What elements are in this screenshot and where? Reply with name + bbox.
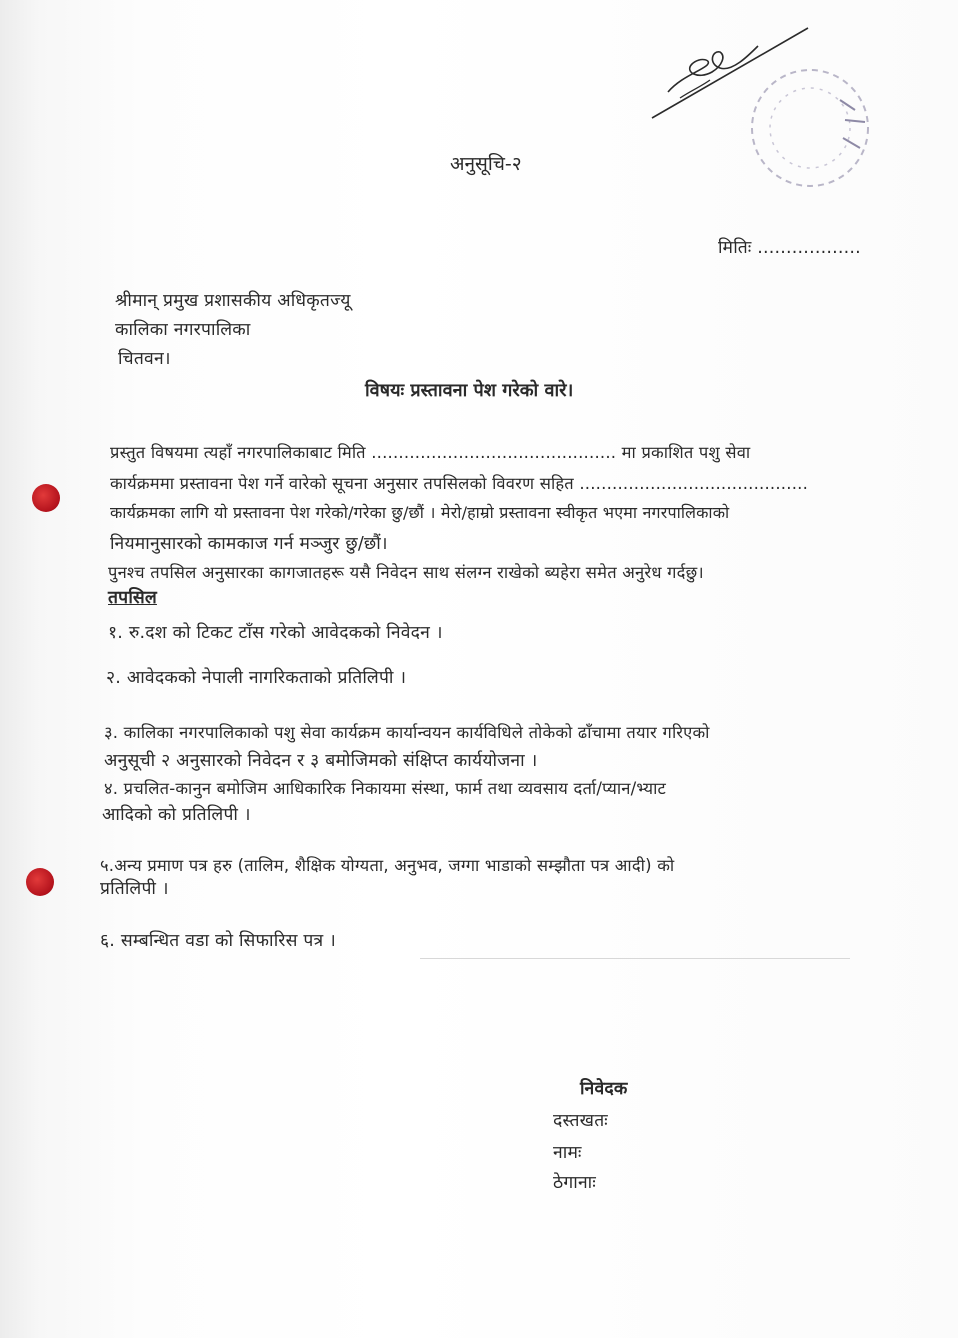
punch-hole-top	[32, 484, 60, 512]
addressee-line1: श्रीमान् प्रमुख प्रशासकीय अधिकृतज्यू	[115, 291, 351, 311]
tapasil-item-3-line1: ३. कालिका नगरपालिकाको पशु सेवा कार्यक्रम कार्यान्वयन कार्यविधिले तोकेको ढाँचामा तयार गरिएको	[104, 723, 710, 742]
tapasil-item-3-line2: अनुसूची २ अनुसारको निवेदन र ३ बमोजिमको संक्षिप्त कार्ययोजना ।	[104, 751, 538, 771]
name-label: नामः	[553, 1143, 582, 1163]
tapasil-heading: तपसिल	[108, 588, 157, 608]
tapasil-item-6: ६. सम्बन्धित वडा को सिफारिस पत्र ।	[100, 931, 337, 951]
addressee-line3: चितवन।	[118, 349, 171, 369]
tapasil-item-5-line1: ५.अन्य प्रमाण पत्र हरु (तालिम, शैक्षिक योग्यता, अनुभव, जग्गा भाडाको सम्झौता पत्र आदी) को	[100, 856, 675, 875]
tapasil-item-4-line1: ४. प्रचलित-कानुन बमोजिम आधिकारिक निकायमा संस्था, फार्म तथा व्यवसाय दर्ता/प्यान/भ्याट	[104, 779, 667, 798]
faint-rule	[420, 958, 850, 959]
document-title: अनुसूचि-२	[450, 153, 522, 175]
body-line4: नियमानुसारको कामकाज गर्न मञ्जुर छु/छौं।	[110, 534, 388, 554]
body-line5: पुनश्च तपसिल अनुसारका कागजातहरू यसै निवेदन साथ संलग्न राखेको ब्यहेरा समेत अनुरेध गर्दछु।	[108, 563, 704, 582]
address-label: ठेगानाः	[553, 1173, 596, 1193]
tapasil-item-2: २. आवेदकको नेपाली नागरिकताको प्रतिलिपी ।	[106, 668, 407, 688]
punch-hole-bottom	[26, 868, 54, 896]
tapasil-item-1: १. रु.दश को टिकट टाँस गरेको आवेदकको निवेदन ।	[108, 623, 443, 643]
body-line1: प्रस्तुत विषयमा त्यहाँ नगरपालिकाबाट मिति ............................................. मा प्रकाशित पशु सेवा	[110, 443, 751, 462]
applicant-heading: निवेदक	[580, 1079, 628, 1099]
subject-line: विषयः प्रस्तावना पेश गरेको वारे।	[365, 380, 574, 401]
body-line3: कार्यक्रमका लागि यो प्रस्तावना पेश गरेको/गरेका छु/छौं । मेरो/हाम्रो प्रस्तावना स्वीकृत भएमा नगरपालिकाको	[110, 503, 730, 522]
tapasil-item-5-line2: प्रतिलिपी ।	[100, 879, 169, 899]
body-line2: कार्यक्रममा प्रस्तावना पेश गर्ने वारेको सूचना अनुसार तपसिलको विवरण सहित ..........................................	[110, 474, 809, 493]
signature-label: दस्तखतः	[553, 1111, 608, 1131]
date-field: मितिः ..................	[718, 238, 861, 258]
tapasil-item-4-line2: आदिको को प्रतिलिपी ।	[102, 805, 251, 825]
official-stamp	[715, 60, 885, 200]
addressee-line2: कालिका नगरपालिका	[115, 320, 251, 340]
